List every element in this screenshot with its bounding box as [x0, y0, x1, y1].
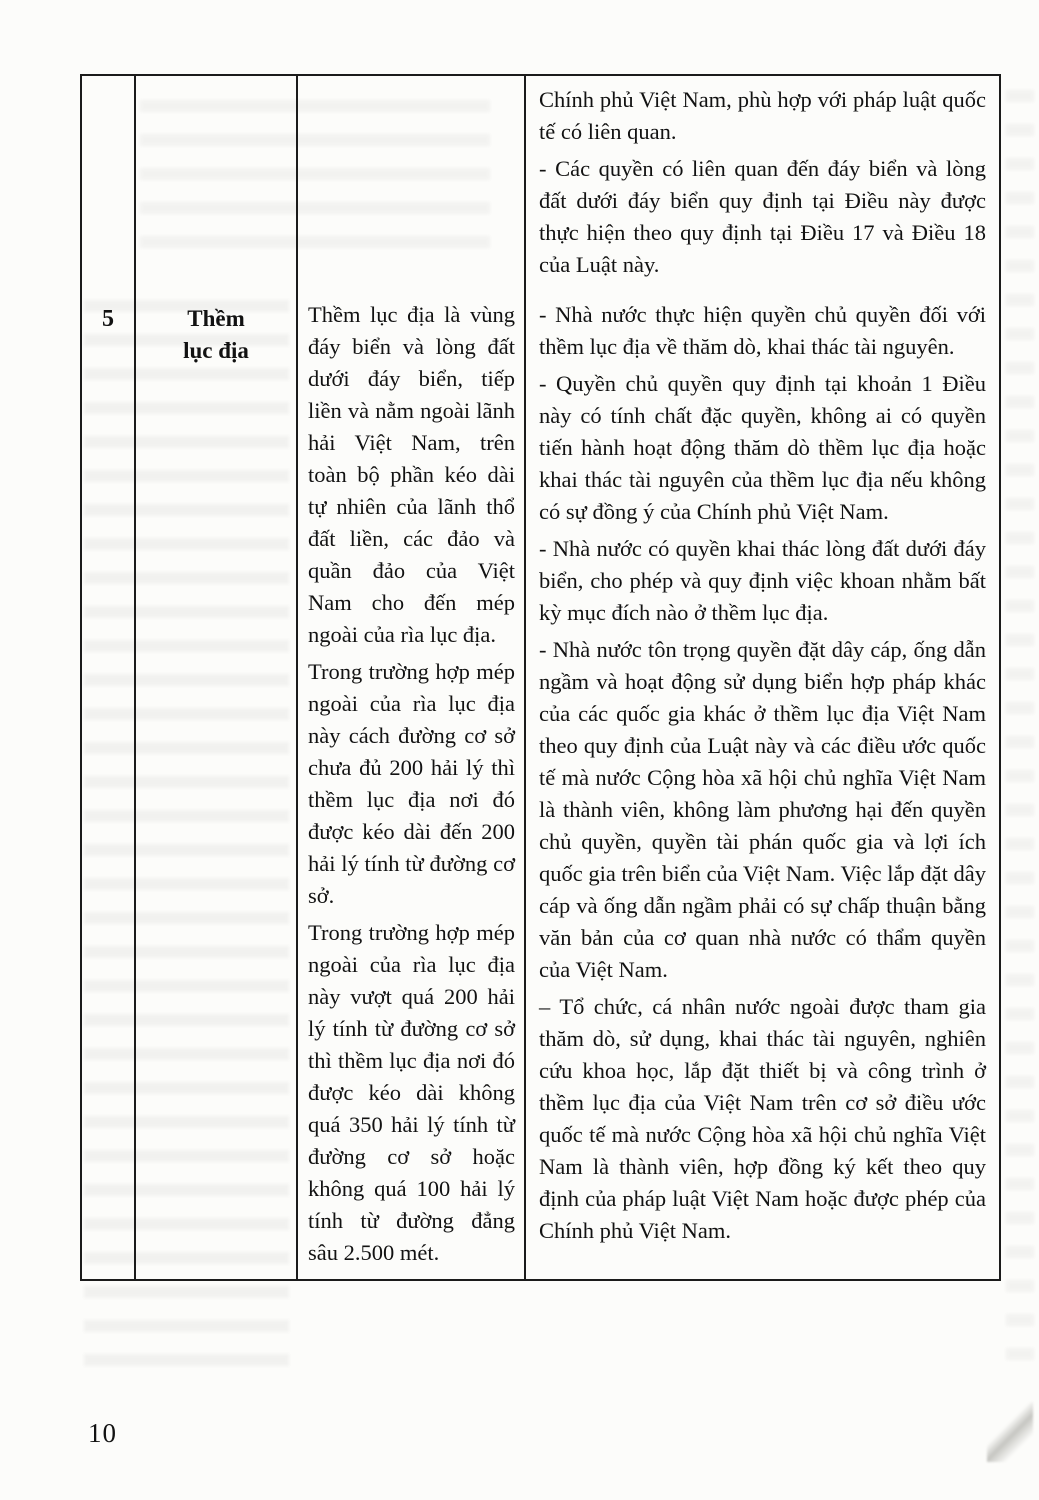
continuation-cell-definition [298, 76, 526, 291]
continuation-cell-rights [526, 76, 999, 291]
term-cell [136, 291, 298, 1279]
rights-cell [526, 291, 999, 1279]
paragraph: Trong trường hợp mép ngoài của rìa lục địa này cách đường cơ sở chưa đủ 200 hải lý thì thềm lục địa nơi đó được kéo dài đến 200 hải lý tính từ đường cơ sở. [308, 659, 515, 908]
page-bleed-through [1006, 80, 1034, 1380]
scan-artifact [987, 1402, 1033, 1462]
paragraph: - Quyền chủ quyền quy định tại khoản 1 Điều này có tính chất đặc quyền, không ai có quyền tiến hành hoạt động thăm dò thềm lục địa hoặc khai thác tài nguyên của thềm lục địa nếu không có sự đồng ý của Chính phủ Việt Nam. [539, 371, 986, 524]
row-index: 5 [102, 306, 114, 332]
row-index-cell [82, 291, 136, 1279]
paragraph: – Tổ chức, cá nhân nước ngoài được tham gia thăm dò, sử dụng, khai thác tài nguyên, nghiên cứu khoa học, lắp đặt thiết bị và công trình ở thềm lục địa của Việt Nam trên cơ sở điều ước quốc tế mà nước Cộng hòa xã hội chủ nghĩa Việt Nam là thành viên, hợp đồng ký kết theo quy định của pháp luật Việt Nam hoặc được phép của Chính phủ Việt Nam. [539, 994, 986, 1243]
paragraph: Thềm lục địa là vùng đáy biển và lòng đất dưới đáy biển, tiếp liền và nằm ngoài lãnh hải Việt Nam, trên toàn bộ phần kéo dài tự nhiên của lãnh thổ đất liền, các đảo và quần đảo của Việt Nam cho đến mép ngoài của rìa lục địa. [308, 302, 515, 647]
paragraph: - Nhà nước thực hiện quyền chủ quyền đối với thềm lục địa về thăm dò, khai thác tài nguyên. [539, 302, 986, 359]
page-number: 10 [88, 1418, 117, 1448]
legal-terms-table [80, 74, 1001, 1281]
paragraph: - Nhà nước có quyền khai thác lòng đất dưới đáy biển, cho phép và quy định việc khoan nhằm bất kỳ mục đích nào ở thềm lục địa. [539, 536, 986, 625]
paragraph: - Nhà nước tôn trọng quyền đặt dây cáp, ống dẫn ngầm và hoạt động sử dụng biển hợp pháp khác của các quốc gia khác ở thềm lục địa Việt Nam theo quy định của Luật này và các điều ước quốc tế mà nước Cộng hòa xã hội chủ nghĩa Việt Nam là thành viên, không làm phương hại đến quyền chủ quyền, quyền tài phán quốc gia và lợi ích quốc gia trên biển của Việt Nam. Việc lắp đặt dây cáp và ống dẫn ngầm phải có sự chấp thuận bằng văn bản của cơ quan nhà nước có thẩm quyền của Việt Nam. [539, 637, 986, 982]
paragraph: - Các quyền có liên quan đến đáy biển và lòng đất dưới đáy biển quy định tại Điều này được thực hiện theo quy định tại Điều 17 và Điều 18 của Luật này. [539, 156, 986, 277]
continuation-cell-term [136, 76, 298, 291]
paragraph: Trong trường hợp mép ngoài của rìa lục địa này vượt quá 200 hải lý tính từ đường cơ sở thì thềm lục địa nơi đó được kéo dài không quá 350 hải lý tính từ đường cơ sở hoặc không quá 100 hải lý tính từ đường đẳng sâu 2.500 mét. [308, 920, 515, 1265]
paragraph: Chính phủ Việt Nam, phù hợp với pháp luật quốc tế có liên quan. [539, 87, 986, 144]
term-label: Thềm lục địa [183, 306, 249, 363]
definition-cell [298, 291, 526, 1279]
continuation-cell-index [82, 76, 136, 291]
